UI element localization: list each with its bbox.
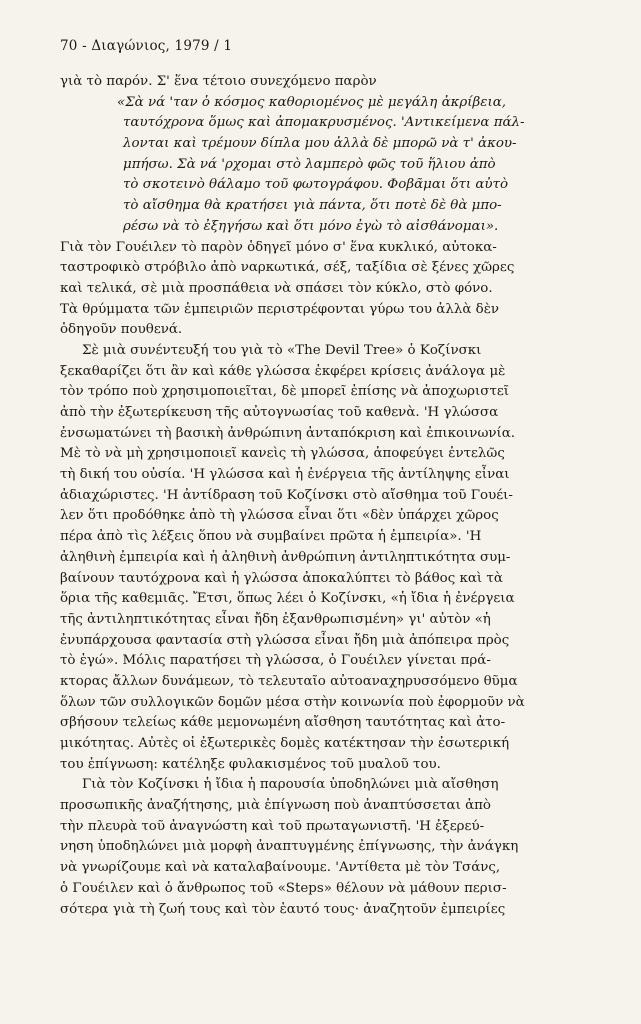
paragraph-3 xyxy=(60,775,612,920)
quote-line: τὸ αἴσθημα θὰ κρατήσει γιὰ πάντα, ὅτι ποτὲ δὲ θὰ μπο- xyxy=(123,198,502,214)
quote-line: ρέσω νὰ τὸ ἐξηγήσω καὶ ὅτι μόνο ἐγὼ τὸ αἰσθάνομαι». xyxy=(123,218,499,234)
paragraph-line: τὴν πλευρὰ τοῦ ἀναγνώστη καὶ τοῦ πρωταγωνιστῆ. 'Η ἐξερεύ- xyxy=(60,818,485,834)
paragraph-line: πέρα ἀπὸ τὶς λέξεις ὅπου νὰ συμβαίνει πρῶτα ἡ ἐμπειρία». 'Η xyxy=(60,529,482,545)
quote-line: τὸ σκοτεινὸ θάλαμο τοῦ φωτογράφου. Φοβᾶμαι ὅτι αὐτὸ xyxy=(123,177,509,193)
paragraph-line: βαίνουν ταυτόχρονα καὶ ἡ γλώσσα ἀποκαλύπτει τὸ βάθος καὶ τὰ xyxy=(60,570,503,586)
paragraph-line: τὸ ἐγώ». Μόλις παρατήσει τὴ γλώσσα, ὁ Γουέιλεν γίνεται πρά- xyxy=(60,653,491,669)
paragraph-line: ὅλων τῶν συλλογικῶν δομῶν μέσα στὴν κοινωνία ποὺ ἐφορμοῦν νὰ xyxy=(60,694,525,710)
paragraph-line: νηση ὑποδηλώνει μιὰ μορφὴ ἀναπτυγμένης ἐπίγνωσης, τὴν ἀνάγκη xyxy=(60,839,519,855)
paragraph-line: τὴ δική του οὐσία. 'Η γλώσσα καὶ ἡ ἐνέργεια τῆς ἀντίληψης εἶναι xyxy=(60,467,510,483)
paragraph-line: ὁ Γουέιλεν καὶ ὁ ἄνθρωπος τοῦ «Steps» θέλουν νὰ μάθουν περισ- xyxy=(60,880,507,896)
paragraph-line: λεν ὅτι προδόθηκε ἀπὸ τὴ γλώσσα εἶναι ὅτι «δὲν ὑπάρχει χῶρος xyxy=(60,508,499,524)
paragraph-line: ξεκαθαρίζει ὅτι ἂν καὶ κάθε γλώσσα ἐκφέρει κρίσεις ἀνάλογα μὲ xyxy=(60,363,506,379)
paragraph-line: κτορας ἄλλων δυνάμεων, τὸ τελευταῖο αὐτοαναχηρυσσόμενο θῦμα xyxy=(60,673,518,689)
intro-line: γιὰ τὸ παρόν. Σ' ἕνα τέτοιο συνεχόμενο παρὸν xyxy=(60,74,377,89)
paragraph-line: Τὰ θρύμματα τῶν ἐμπειριῶν περιστρέφονται γύρω του ἀλλὰ δὲν xyxy=(60,301,500,317)
paragraph-line: μικότητας. Αὐτὲς οἱ ἐξωτερικὲς δομὲς κατέκτησαν τὴν ἐσωτερική xyxy=(60,736,510,751)
quote-line: λονται καὶ τρέμουν δίπλα μου ἀλλὰ δὲ μπορῶ νὰ τ' ἀκου- xyxy=(123,136,517,152)
paragraph-line: προσωπικῆς ἀναζήτησης, μιὰ ἐπίγνωση ποὺ ἀναπτύσσεται ἀπὸ xyxy=(60,798,491,814)
paragraph-line: ὅρια τῆς καθεμιᾶς. Ἔτσι, ὅπως λέει ὁ Κοζίνσκι, «ἡ ἴδια ἡ ἐνέργεια xyxy=(60,591,515,607)
paragraph-line: σότερα γιὰ τὴ ζωή τους καὶ τὸν ἑαυτό τους· ἀναζητοῦν ἐμπειρίες xyxy=(60,901,506,917)
paragraph-line: ἐνυπάρχουσα φαντασία στὴ γλώσσα εἶναι ἤδη μιὰ ἀπόπειρα πρὸς xyxy=(60,632,510,648)
paragraph-line: τὸν τρόπο ποὺ χρησιμοποιεῖται, δὲ μπορεῖ ἐπίσης νὰ ἀποχωριστεῖ xyxy=(60,384,510,400)
paragraph-line: ἀληθινὴ ἐμπειρία καὶ ἡ ἀληθινὴ ἀνθρώπινη ἀντιληπτικότητα συμ- xyxy=(60,549,511,565)
paragraph-line: σβήσουν τελείως κάθε μεμονωμένη αἴσθηση ταυτότητας καὶ ἀτο- xyxy=(60,715,506,731)
paragraph-line: Σὲ μιὰ συνέντευξή του γιὰ τὸ «The Devil Tree» ὁ Κοζίνσκι xyxy=(82,342,482,358)
paragraph-line: νὰ γνωρίζουμε καὶ νὰ καταλαβαίνουμε. 'Αντίθετα μὲ τὸν Τσάνς, xyxy=(60,860,501,876)
paragraph-line: του ἐπίγνωση: κατέληξε φυλακισμένος τοῦ μυαλοῦ του. xyxy=(60,756,441,772)
paragraph-line: Μὲ τὸ νὰ μὴ χρησιμοποιεῖ κανεὶς τὴ γλώσσα, ἀποφεύγει ἐντελῶς xyxy=(60,446,505,462)
quote-line: μπήσω. Σὰ νά 'ρχομαι στὸ λαμπερὸ φῶς τοῦ ἥλιου ἀπὸ xyxy=(123,156,496,172)
quote-line: ταυτόχρονα ὅμως καὶ ἀπομακρυσμένος. 'Αντικείμενα πάλ- xyxy=(123,115,525,131)
running-head: 70 - Διαγώνιος, 1979 / 1 xyxy=(60,38,233,54)
paragraph-line: Γιὰ τὸν Γουέιλεν τὸ παρὸν ὁδηγεῖ μόνο σ' ἕνα κυκλικό, αὐτοκα- xyxy=(60,239,497,255)
paragraph-line: τῆς ἀντιληπτικότητας εἶναι ἤδη ἐξανθρωπισμένη» γι' αὐτὸν «ἡ xyxy=(60,611,491,627)
body-text xyxy=(60,72,612,920)
paragraph-line: ὁδηγοῦν πουθενά. xyxy=(60,322,183,338)
block-quote xyxy=(60,93,612,238)
paragraph-line: καὶ τελικά, σὲ μιὰ προσπάθεια νὰ σπάσει τὸν κύκλο, στὸ φόνο. xyxy=(60,280,493,296)
quote-line: «Σὰ νά 'ταν ὁ κόσμος καθοριομένος μὲ μεγάλη ἀκρίβεια, xyxy=(117,94,506,110)
paragraph-line: Γιὰ τὸν Κοζίνσκι ἡ ἴδια ἡ παρουσία ὑποδηλώνει μιὰ αἴσθηση xyxy=(82,777,499,793)
paragraph-line: ἀδιαχώριστες. 'Η ἀντίδραση τοῦ Κοζίνσκι στὸ αἴσθημα τοῦ Γουέι- xyxy=(60,487,513,503)
paragraph-line: ἀπὸ τὴν ἐξωτερίκευση τῆς αὐτογνωσίας τοῦ καθενὰ. 'Η γλώσσα xyxy=(60,405,499,420)
paragraph-line: ἐνσωματώνει τὴ βασικὴ ἀνθρώπινη ἀνταπόκριση καὶ ἐπικοινωνία. xyxy=(60,425,516,441)
paragraph-line: ταστροφικὸ στρόβιλο ἀπὸ ναρκωτικά, σέξ, ταξίδια σὲ ξένες χῶρες xyxy=(60,260,515,276)
paragraph-1 xyxy=(60,238,612,341)
paragraph-2 xyxy=(60,341,612,775)
